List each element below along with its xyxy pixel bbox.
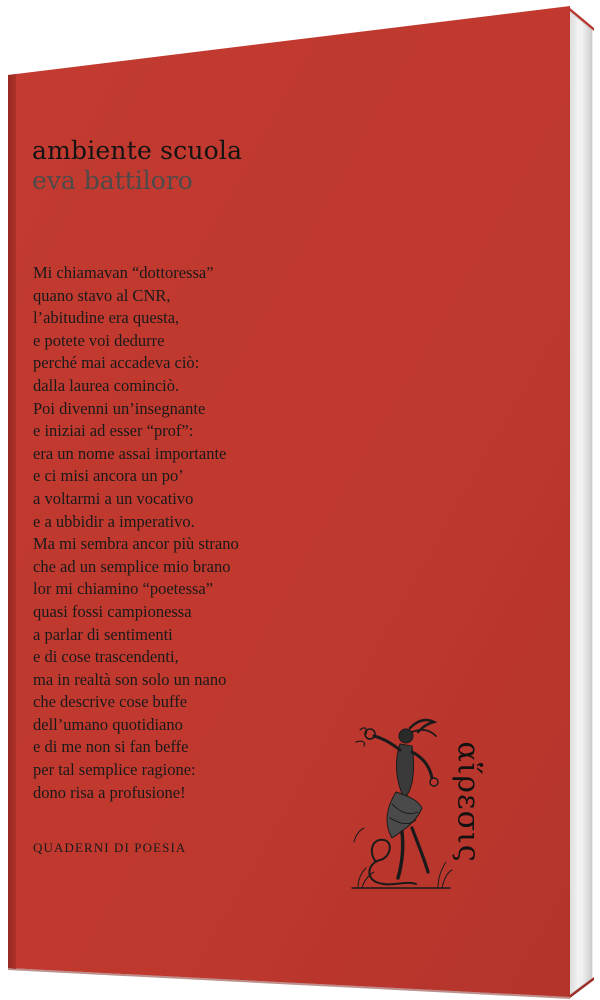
poem-line: che ad un semplice mio brano: [33, 556, 231, 576]
poem-line: che descrive cose buffe: [33, 692, 188, 712]
poem-line: dalla laurea cominciò.: [33, 375, 180, 395]
poem-line: l’abitudine era questa,: [33, 308, 180, 328]
poem-line: per tal semplice ragione:: [33, 760, 196, 780]
poem-line: quano stavo al CNR,: [33, 285, 171, 305]
poem-line: e di me non si fan beffe: [33, 737, 189, 757]
series-label: QUADERNI DI POESIA: [33, 840, 187, 855]
poem-line: a voltarmi a un vocativo: [33, 488, 194, 508]
poem-line: e potete voi dedurre: [33, 330, 165, 350]
poem-line: Ma mi sembra ancor più strano: [33, 534, 239, 554]
poem-line: Mi chiamavan “dottoressa”: [33, 263, 214, 282]
poem-line: Poi divenni un’insegnante: [33, 398, 206, 418]
poem-line: a parlar di sentimenti: [33, 624, 173, 644]
poem-line: ma in realtà son solo un nano: [33, 669, 227, 689]
poem-line: dono risa a profusione!: [33, 782, 186, 802]
poem-line: quasi fossi campionessa: [33, 601, 192, 621]
poem-line: e ci misi ancora un po’: [33, 466, 184, 486]
poem-line: dell’umano quotidiano: [33, 714, 183, 734]
poem-line: e a ubbidir a imperativo.: [33, 511, 195, 531]
book-title: ambiente scuola: [32, 136, 243, 165]
poem-line: lor mi chiamino “poetessa”: [33, 579, 214, 599]
poem-line: era un nome assai importante: [33, 443, 227, 463]
publisher-logo: αἵρεσις: [450, 741, 486, 863]
engraved-dancing-figure-icon: [346, 712, 456, 892]
poem-line: e di cose trascendenti,: [33, 647, 179, 667]
poem-line: perché mai accadeva ciò:: [33, 353, 200, 373]
book-author: eva battiloro: [32, 166, 193, 195]
poem-line: e iniziai ad esser “prof”:: [33, 421, 194, 441]
poem-text: [33, 262, 239, 804]
